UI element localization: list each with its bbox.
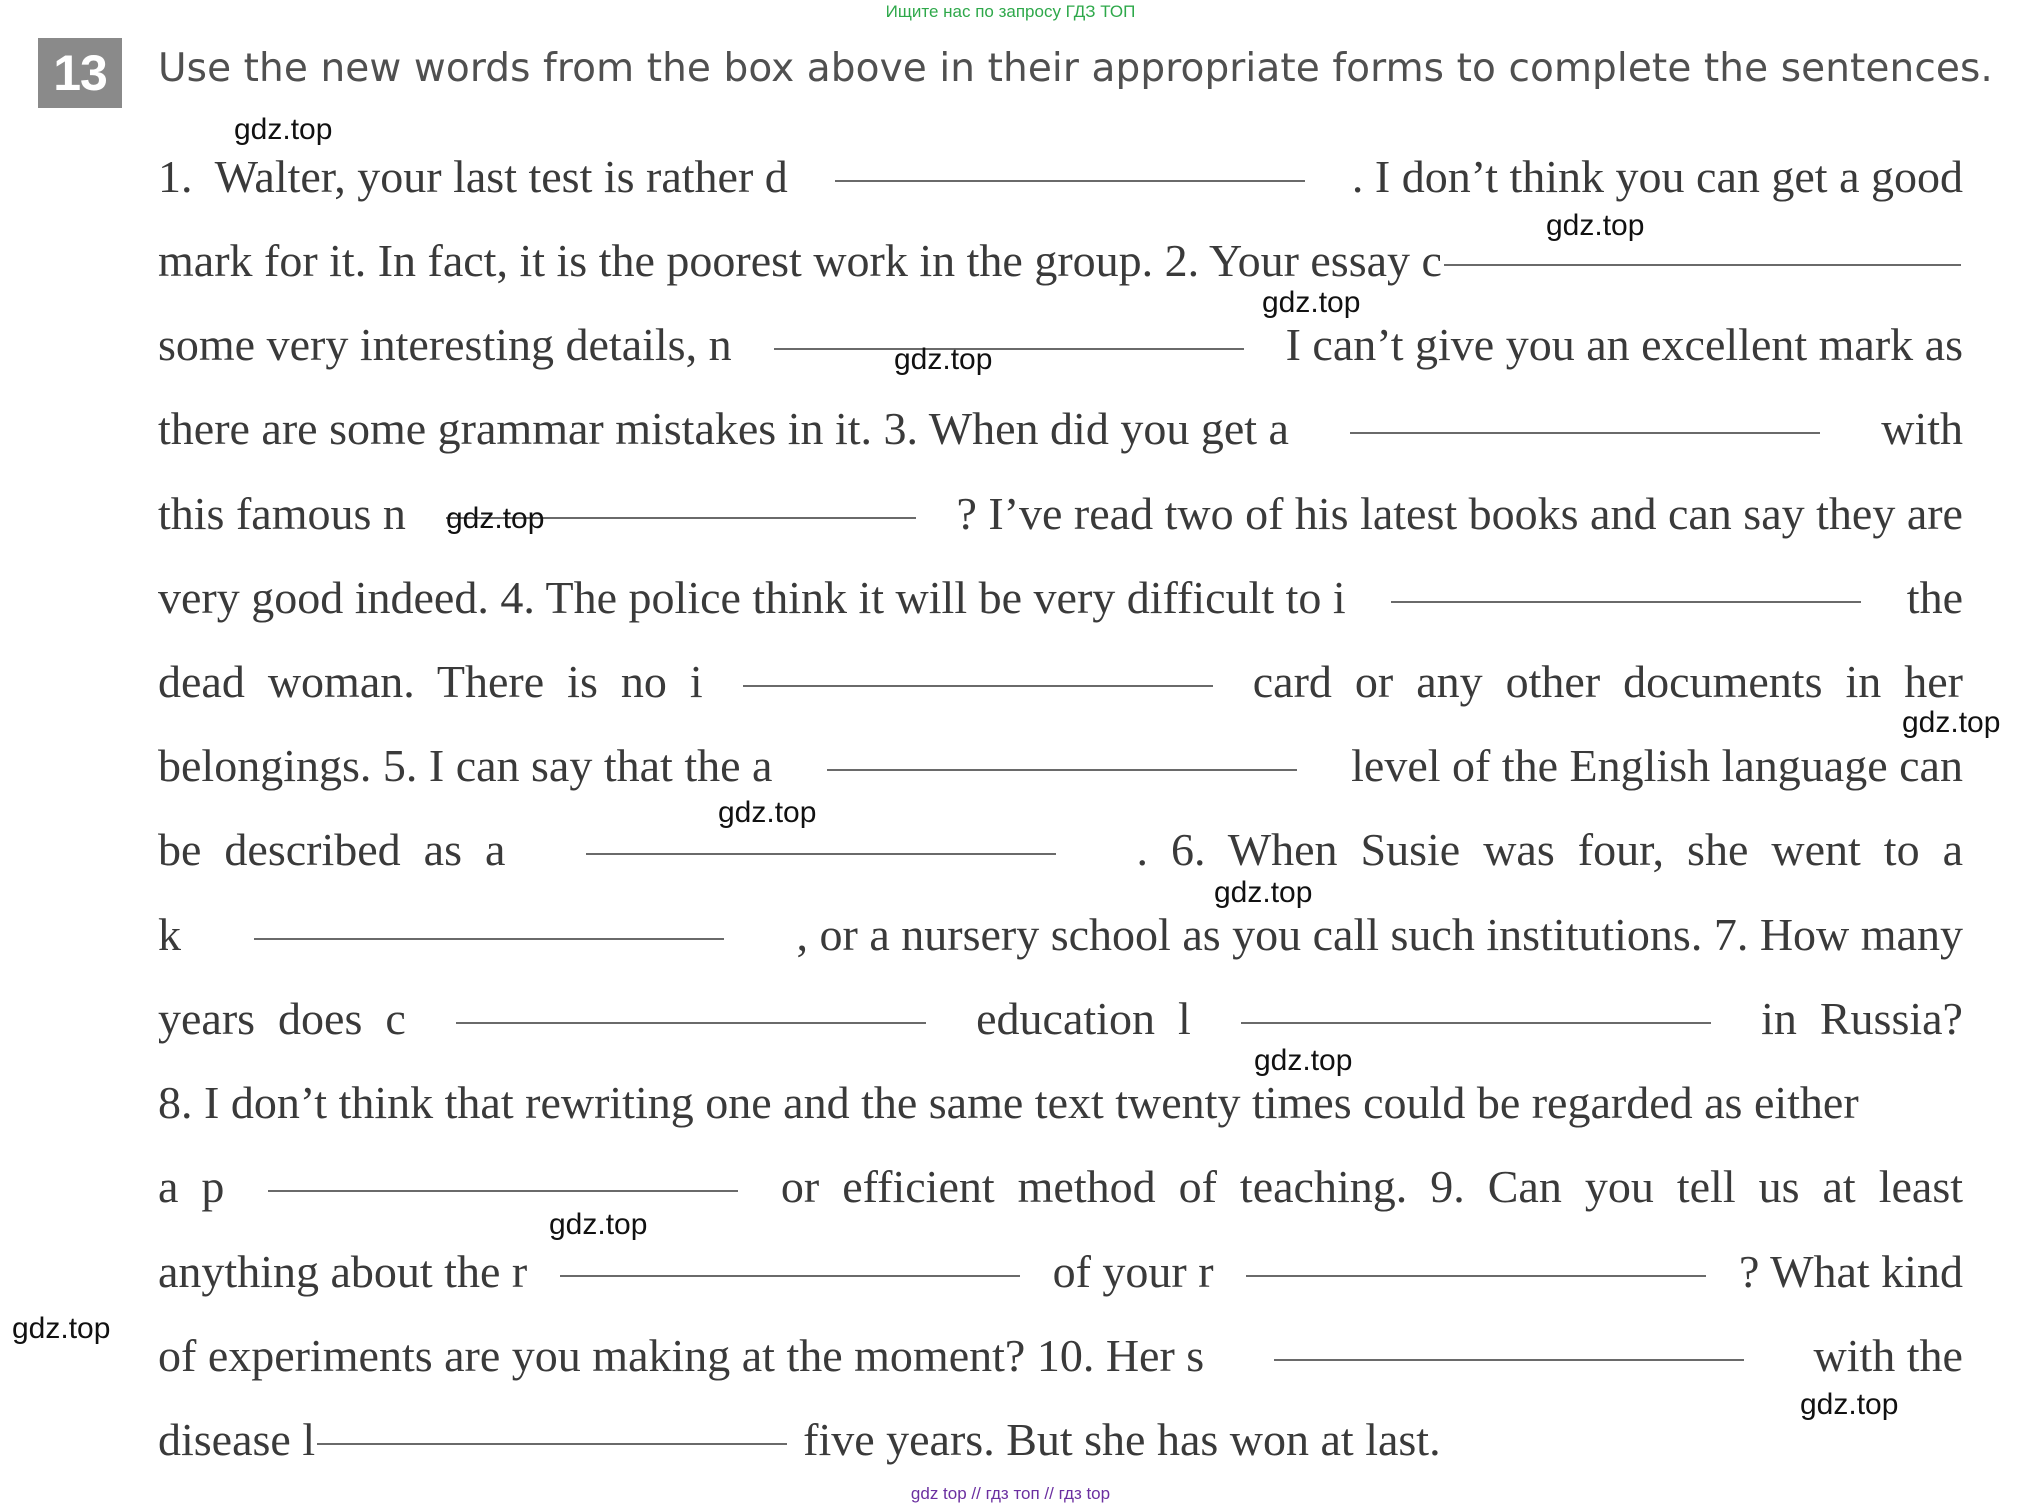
text-segment: five years. But she has won at last. bbox=[803, 1414, 1441, 1465]
answer-blank[interactable] bbox=[1241, 1021, 1711, 1024]
sentence-line-5 bbox=[158, 487, 1963, 547]
answer-blank[interactable] bbox=[1246, 1274, 1706, 1277]
watermark: gdz.top bbox=[1546, 209, 1645, 242]
text-segment: some very interesting details, n bbox=[158, 319, 732, 370]
sentence-line-13 bbox=[158, 1160, 1963, 1220]
answer-blank[interactable] bbox=[268, 1189, 738, 1192]
answer-blank[interactable] bbox=[1391, 600, 1861, 603]
text-segment: . 6. When Susie was four, she went to a bbox=[1136, 824, 1963, 875]
sentence-line-15 bbox=[158, 1329, 1963, 1389]
text-segment: this famous n bbox=[158, 488, 406, 539]
text-segment: 8. I don’t think that rewriting one and the same text twenty times could be regarded as either bbox=[158, 1077, 1859, 1128]
watermark: gdz.top bbox=[1902, 706, 2001, 739]
text-segment: mark for it. In fact, it is the poorest work in the group. 2. Your essay c bbox=[158, 235, 1442, 286]
sentence-line-11 bbox=[158, 992, 1963, 1052]
watermark: gdz.top bbox=[894, 343, 993, 376]
text-segment: with bbox=[1881, 403, 1963, 454]
watermark: gdz.top bbox=[718, 796, 817, 829]
text-segment: , or a nursery school as you call such institutions. 7. How many bbox=[796, 909, 1963, 960]
watermark: gdz.top bbox=[549, 1208, 648, 1241]
text-segment: of your r bbox=[1052, 1246, 1214, 1297]
sentence-line-3 bbox=[158, 318, 1963, 378]
watermark: gdz.top bbox=[12, 1312, 111, 1345]
text-segment: k bbox=[158, 909, 181, 960]
text-segment: dead woman. There is no i bbox=[158, 656, 703, 707]
top-banner[interactable]: Ищите нас по запросу ГДЗ ТОП bbox=[885, 2, 1136, 21]
sentence-line-10 bbox=[158, 908, 1963, 968]
text-segment: anything about the r bbox=[158, 1246, 528, 1297]
answer-blank[interactable] bbox=[774, 347, 1244, 350]
text-segment: education l bbox=[976, 993, 1191, 1044]
sentence-line-8 bbox=[158, 739, 1963, 799]
answer-blank[interactable] bbox=[1274, 1358, 1744, 1361]
text-segment: or efficient method of teaching. 9. Can you tell us at least bbox=[780, 1161, 1963, 1212]
text-segment: of experiments are you making at the moment? 10. Her s bbox=[158, 1330, 1205, 1381]
answer-blank[interactable] bbox=[560, 1274, 1020, 1277]
answer-blank[interactable] bbox=[743, 684, 1213, 687]
text-segment: a p bbox=[158, 1161, 225, 1212]
sentence-line-9 bbox=[158, 823, 1963, 883]
text-segment: ? What kind bbox=[1738, 1246, 1963, 1297]
answer-blank[interactable] bbox=[254, 937, 724, 940]
text-segment: the bbox=[1906, 572, 1963, 623]
sentence-line-14 bbox=[158, 1245, 1963, 1305]
task-number-badge: 13 bbox=[38, 38, 122, 108]
text-segment: card or any other documents in her bbox=[1252, 656, 1963, 707]
text-segment: there are some grammar mistakes in it. 3. When did you get a bbox=[158, 403, 1289, 454]
sentence-line-7 bbox=[158, 655, 1963, 715]
answer-blank[interactable] bbox=[1350, 431, 1820, 434]
answer-blank[interactable] bbox=[827, 768, 1297, 771]
text-segment: in Russia? bbox=[1761, 993, 1963, 1044]
answer-blank[interactable] bbox=[456, 1021, 926, 1024]
watermark: gdz.top bbox=[1254, 1044, 1353, 1077]
task-instruction: Use the new words from the box above in their appropriate forms to complete the sentences. bbox=[158, 46, 1993, 91]
text-segment: very good indeed. 4. The police think it will be very difficult to i bbox=[158, 572, 1346, 623]
watermark: gdz.top bbox=[1214, 876, 1313, 909]
text-segment: 1. Walter, your last test is rather d bbox=[158, 151, 788, 202]
watermark: gdz.top bbox=[446, 502, 545, 535]
sentence-line-16 bbox=[158, 1413, 1963, 1473]
sentence-line-4 bbox=[158, 402, 1963, 462]
text-segment: with the bbox=[1813, 1330, 1963, 1381]
answer-blank[interactable] bbox=[317, 1442, 787, 1445]
sentence-line-6 bbox=[158, 571, 1963, 631]
watermark: gdz.top bbox=[1800, 1388, 1899, 1421]
text-segment: years does c bbox=[158, 993, 406, 1044]
text-segment: . I don’t think you can get a good bbox=[1351, 151, 1963, 202]
watermark: gdz.top bbox=[1262, 286, 1361, 319]
sentence-line-1 bbox=[158, 150, 1963, 210]
footer-links[interactable]: gdz top // гдз топ // гдз top bbox=[910, 1484, 1111, 1503]
text-segment: disease l bbox=[158, 1414, 316, 1465]
watermark: gdz.top bbox=[234, 113, 333, 146]
sentence-line-2 bbox=[158, 234, 1963, 294]
answer-blank[interactable] bbox=[835, 179, 1305, 182]
text-segment: ? I’ve read two of his latest books and can say they are bbox=[956, 488, 1963, 539]
text-segment: I can’t give you an excellent mark as bbox=[1285, 319, 1963, 370]
text-segment: be described as a bbox=[158, 824, 506, 875]
answer-blank[interactable] bbox=[586, 852, 1056, 855]
sentence-line-12 bbox=[158, 1076, 1963, 1136]
text-segment: belongings. 5. I can say that the a bbox=[158, 740, 773, 791]
answer-blank[interactable] bbox=[1444, 263, 1961, 266]
text-segment: level of the English language can bbox=[1351, 740, 1963, 791]
